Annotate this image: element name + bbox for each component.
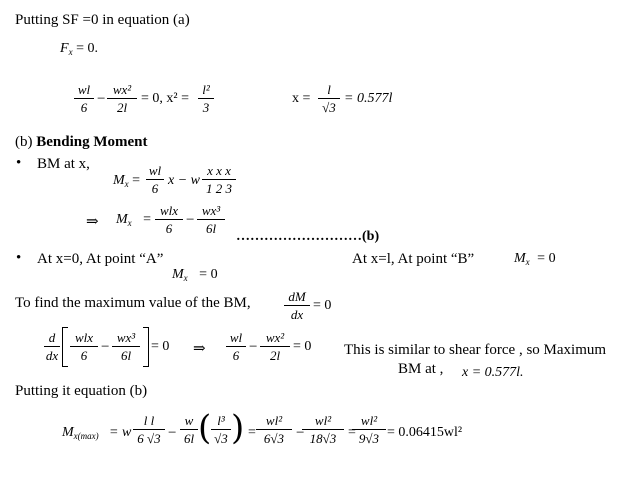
deriv-rhs: = 0 — [151, 339, 170, 354]
final-eq3: = — [348, 425, 356, 440]
fx-symbol: F — [60, 41, 69, 56]
mx-a — [172, 267, 218, 283]
deriv2-frac2-den: 2l — [269, 348, 281, 363]
final-frac4-num: wl² — [265, 413, 283, 428]
final-frac1-num: l l — [143, 413, 155, 428]
putting-b: Putting it equation (b) — [15, 383, 148, 399]
deriv-d-den: dx — [45, 348, 59, 363]
mx1-frac1 — [146, 163, 164, 196]
fx-equation — [60, 41, 98, 57]
max-bm-text: To find the maximum value of the BM, — [15, 295, 251, 311]
arrow-implies-1: ⇒ — [86, 214, 99, 230]
mx1-mid: x − w — [168, 173, 200, 188]
section-title: Bending Moment — [36, 134, 148, 150]
arrow-implies-2: ⇒ — [193, 341, 206, 357]
final-rhs: = 0.06415wl² — [387, 425, 463, 440]
dmdx-den: dx — [290, 307, 304, 322]
final-frac3-num: l³ — [217, 413, 225, 428]
deriv-d-frac — [44, 330, 60, 363]
deriv-d-num: d — [48, 330, 56, 345]
similar-line-1: This is similar to shear force , so Maximum — [344, 342, 607, 358]
mx1-eq: = — [132, 173, 141, 188]
final-subscript: x(max) — [73, 431, 99, 441]
dmdx-frac — [284, 289, 310, 322]
bullet-1: • — [16, 155, 22, 171]
mx-b-rest: = 0 — [537, 251, 556, 266]
section-heading — [15, 133, 148, 151]
deriv-frac2-den: 6l — [120, 348, 132, 363]
eq-a-minus: − — [97, 91, 106, 107]
final-frac3 — [211, 413, 231, 446]
mx1-symbol: M — [113, 173, 125, 188]
final-minus2: − — [296, 425, 305, 441]
deriv-minus: − — [101, 339, 110, 355]
mx1-lhs — [113, 173, 140, 189]
final-frac4-den: 6√3 — [263, 431, 285, 446]
final-frac1 — [133, 413, 165, 446]
mx-a-symbol: M — [172, 267, 184, 282]
dmdx-rhs: = 0 — [313, 298, 332, 313]
eq-a-frac2-num: wx² — [112, 82, 132, 97]
bm-at-x: BM at x, — [37, 156, 90, 172]
mx1-frac2-den: 1 2 3 — [206, 181, 232, 196]
eq-b-lhs: x = — [292, 91, 311, 106]
deriv-frac2-num: wx³ — [116, 330, 136, 345]
final-frac4 — [256, 413, 292, 446]
deriv2-frac1 — [226, 330, 246, 363]
section-prefix: (b) — [15, 134, 37, 150]
eq-a-frac3 — [198, 82, 214, 115]
mx1-frac1-den: 6 — [151, 181, 159, 196]
similar-value: x = 0.577l. — [462, 365, 524, 380]
mx2-frac2-den: 6l — [205, 221, 217, 236]
mx1-subscript: x — [124, 179, 129, 189]
deriv-frac1 — [70, 330, 98, 363]
mx2-lhs — [116, 212, 151, 228]
eq-a-frac1-num: wl — [77, 82, 91, 97]
final-frac5 — [302, 413, 344, 446]
at-xl: At x=l, At point “B” — [352, 251, 475, 267]
deriv2-frac2 — [260, 330, 290, 363]
mx2-eq: = — [143, 212, 152, 227]
eq-a-frac3-den: 3 — [202, 100, 210, 115]
mx2-frac1 — [155, 203, 183, 236]
final-frac1-den: 6 √3 — [137, 431, 161, 446]
mx2-frac2 — [197, 203, 225, 236]
final-symbol: M — [62, 425, 74, 440]
eq-a-frac2-den: 2l — [116, 100, 128, 115]
final-frac5-den: 18√3 — [309, 431, 337, 446]
fx-rest: = 0. — [72, 41, 98, 56]
mx1-frac1-num: wl — [148, 163, 162, 178]
intro-line: Putting SF =0 in equation (a) — [15, 12, 190, 28]
deriv2-frac2-num: wx² — [265, 330, 285, 345]
mx2-symbol: M — [116, 212, 128, 227]
mx-a-subscript: x — [183, 273, 188, 283]
final-eq2: = — [248, 425, 256, 440]
similar-line-2: BM at , — [398, 361, 444, 377]
at-x0: At x=0, At point “A” — [37, 251, 164, 267]
eq-a-frac1 — [74, 82, 94, 115]
left-bracket — [62, 327, 68, 367]
eq-b-rhs: = 0.577l — [344, 91, 393, 106]
final-frac5-num: wl² — [314, 413, 332, 428]
deriv2-frac1-num: wl — [229, 330, 243, 345]
final-frac2-num: w — [184, 413, 194, 428]
mx-a-rest: = 0 — [199, 267, 218, 282]
deriv-frac1-den: 6 — [80, 348, 88, 363]
final-frac3-den: √3 — [214, 431, 228, 446]
mx1-frac2 — [202, 163, 236, 196]
final-lhs — [62, 425, 99, 441]
right-bracket — [143, 327, 149, 367]
mx2-frac2-num: wx³ — [201, 203, 221, 218]
final-eq: = w — [109, 425, 132, 440]
final-frac6-num: wl² — [360, 413, 378, 428]
eq-a-frac2 — [107, 82, 137, 115]
final-frac6-den: 9√3 — [358, 431, 380, 446]
mx2-frac1-den: 6 — [165, 221, 173, 236]
equation-b-label: ………………………(b) — [236, 229, 380, 244]
eq-a-frac1-den: 6 — [80, 100, 88, 115]
eq-b-frac — [318, 82, 340, 115]
final-right-paren: ) — [231, 408, 245, 448]
mx1-frac2-num: x x x — [207, 163, 231, 178]
dmdx-num: dM — [288, 289, 306, 304]
bullet-2: • — [16, 250, 22, 266]
fx-subscript: x — [68, 47, 73, 57]
eq-a-frac3-num: l² — [202, 82, 210, 97]
mx-b-subscript: x — [525, 257, 530, 267]
mx2-subscript: x — [127, 218, 132, 228]
mx2-frac1-num: wlx — [159, 203, 179, 218]
eq-b-frac-num: l — [327, 82, 331, 97]
final-frac6 — [352, 413, 386, 446]
final-left-paren: ( — [198, 408, 212, 448]
mx-b — [514, 251, 556, 267]
mx2-minus: − — [186, 212, 195, 228]
deriv-frac1-num: wlx — [74, 330, 94, 345]
deriv2-frac1-den: 6 — [232, 348, 240, 363]
final-frac2 — [180, 413, 198, 446]
final-frac2-den: 6l — [183, 431, 195, 446]
mx-b-symbol: M — [514, 251, 526, 266]
final-minus: − — [168, 425, 177, 441]
eq-b-frac-den: √3 — [322, 100, 336, 115]
deriv2-minus: − — [249, 339, 258, 355]
deriv2-rhs: = 0 — [293, 339, 312, 354]
eq-a-mid: = 0, x² = — [141, 91, 189, 106]
deriv-frac2 — [112, 330, 140, 363]
